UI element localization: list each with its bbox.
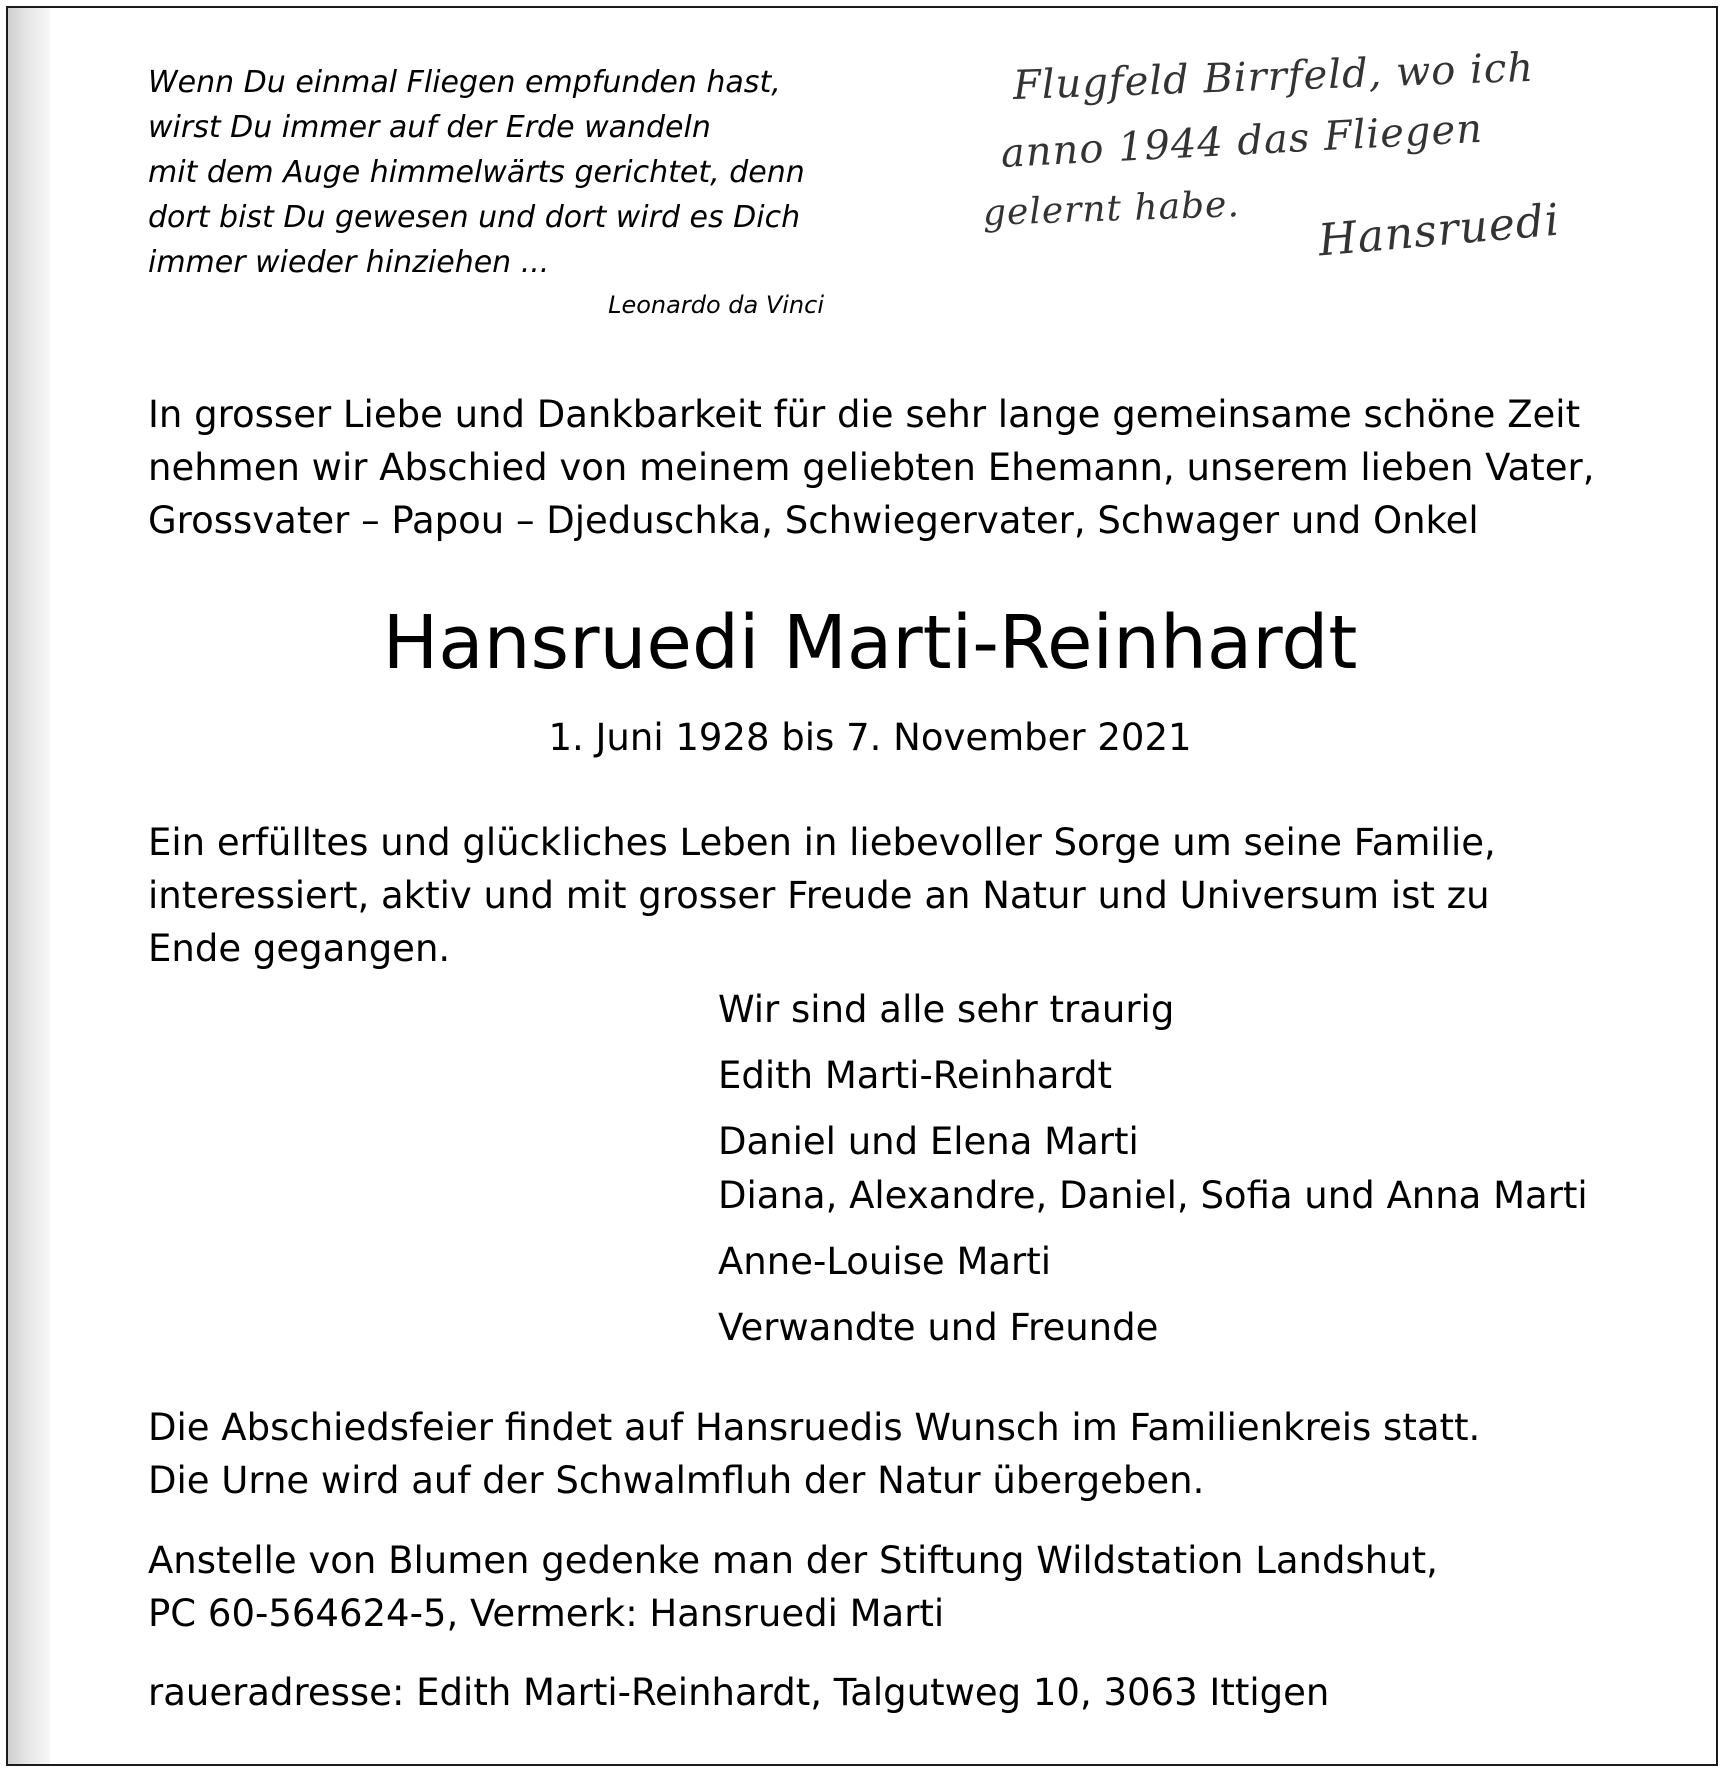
mourner-son-family: Daniel und Elena Marti (718, 1120, 1139, 1163)
mourner-others: Verwandte und Freunde (718, 1306, 1159, 1349)
mourner-spouse: Edith Marti-Reinhardt (718, 1054, 1113, 1097)
quote-line: wirst Du immer auf der Erde wandeln (148, 110, 711, 145)
ceremony-paragraph (148, 1401, 1480, 1507)
mourner-daughter: Anne-Louise Marti (718, 1240, 1052, 1283)
obituary-page (6, 6, 1718, 1766)
life-line: Ein erfülltes und glückliches Leben in liebevoller Sorge um seine Familie, (148, 821, 1496, 864)
quote-line: Wenn Du einmal Fliegen empfunden hast, (148, 65, 781, 100)
donation-line: Anstelle von Blumen gedenke man der Stiftung Wildstation Landshut, (148, 1539, 1438, 1582)
life-line: Ende gegangen. (148, 927, 451, 970)
intro-line: Grossvater – Papou – Djeduschka, Schwiegervater, Schwager und Onkel (148, 499, 1479, 542)
life-dates: 1. Juni 1928 bis 7. November 2021 (548, 716, 1192, 759)
quote-line: immer wieder hinziehen ... (148, 245, 550, 280)
quote-block (148, 60, 838, 323)
mourners-opening: Wir sind alle sehr traurig (718, 988, 1175, 1031)
mourner-grandchildren: Diana, Alexandre, Daniel, Sofia und Anna Marti (718, 1174, 1588, 1217)
handwritten-signature: Hansruedi (1316, 194, 1562, 267)
handwritten-line: Flugfeld Birrfeld, wo ich (1012, 44, 1535, 109)
handwritten-line: gelernt habe. (982, 184, 1241, 234)
life-paragraph (148, 816, 1496, 975)
mourning-address: raueradresse: Edith Marti-Reinhardt, Talgutweg 10, 3063 Ittigen (148, 1671, 1330, 1714)
intro-paragraph (148, 388, 1595, 547)
handwritten-note (982, 44, 1643, 283)
quote-line: mit dem Auge himmelwärts gerichtet, denn (148, 155, 805, 190)
intro-line: In grosser Liebe und Dankbarkeit für die sehr lange gemeinsame schöne Zeit (148, 393, 1581, 436)
page-spine-shadow (8, 8, 50, 1764)
deceased-name: Hansruedi Marti-Reinhardt (382, 600, 1358, 686)
donation-line: PC 60-564624-5, Vermerk: Hansruedi Marti (148, 1592, 945, 1635)
mourners-list (718, 983, 1588, 1355)
ceremony-line: Die Urne wird auf der Schwalmfluh der Natur übergeben. (148, 1459, 1205, 1502)
intro-line: nehmen wir Abschied von meinem geliebten Ehemann, unserem lieben Vater, (148, 446, 1595, 489)
quote-line: dort bist Du gewesen und dort wird es Dich (148, 200, 801, 235)
life-line: interessiert, aktiv und mit grosser Freude an Natur und Universum ist zu (148, 874, 1490, 917)
ceremony-line: Die Abschiedsfeier findet auf Hansruedis Wunsch im Familienkreis statt. (148, 1406, 1481, 1449)
donation-paragraph (148, 1534, 1438, 1640)
quote-author: Leonardo da Vinci (608, 291, 824, 319)
handwritten-line: anno 1944 das Fliegen (999, 105, 1484, 177)
